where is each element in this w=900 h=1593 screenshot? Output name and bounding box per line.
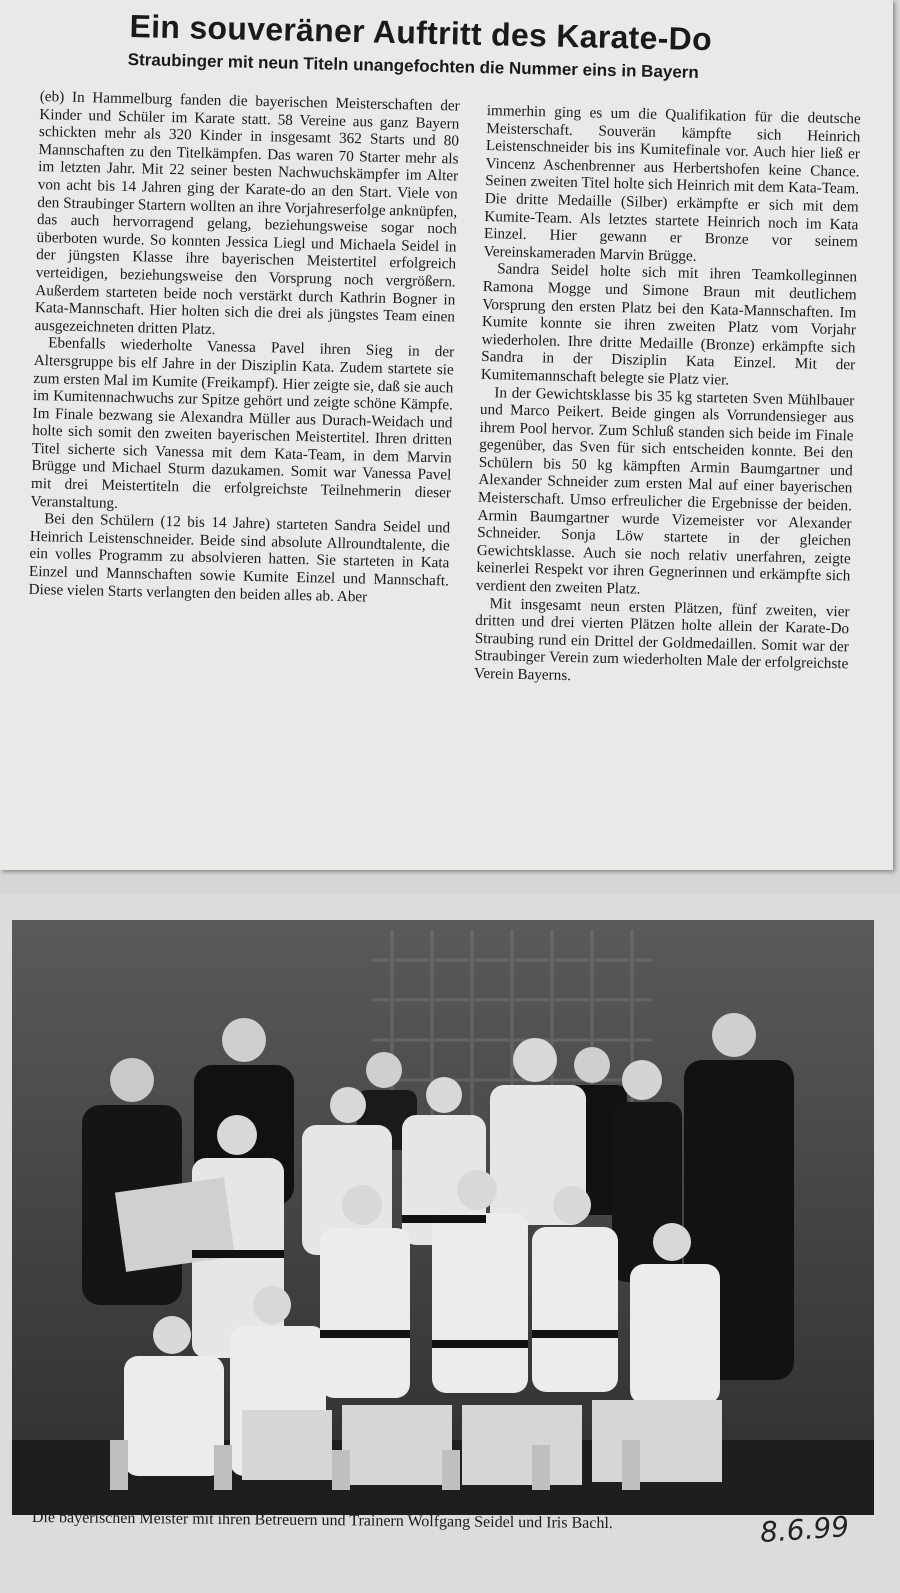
- photo-clipping: [0, 895, 900, 1593]
- paragraph: Bei den Schülern (12 bis 14 Jahre) starteten Sandra Seidel und Heinrich Leistenschneider. Beide sind absolute Allroundtalente, die ein volles Programm zu absolvieren hatten. Sie starteten in Kata Einzel und Mannschaften sowie Kumite Einzel und Mannschaft. Diese vielen Starts verlangten den beiden alles ab. Aber: [28, 510, 451, 606]
- paragraph: Mit insgesamt neun ersten Plätzen, fünf zweiten, vier dritten und drei vierten Plätzen holte allein der Karate-Do Straubing rund ein Drittel der Goldmedaillen. Somit war der Straubinger Verein zum wiederholten Male der erfolgreichste Verein Bayerns.: [473, 594, 850, 685]
- article-column-1: [28, 88, 459, 608]
- paragraph: immerhin ging es um die Qualifikation für die deutsche Meisterschaft. Souverän kämpfte sich Heinrich Leistenschneider bis ins Kumitefinale vor. Auch hier ließ er Vincenz Aschenbrenner aus Herbertshofen keine Chance. Seinen zweiten Titel holte sich Heinrich mit dem Kata-Team. Die dritte Medaille (Silber) erkämpfte er sich mit dem Kumite-Team. Als letztes startete Heinrich noch im Kata Einzel. Hier gewann er Bronze vor seinem Vereinskameraden Marvin Brügge.: [483, 102, 861, 265]
- article-headline: Ein souveräner Auftritt des Karate-Do: [129, 8, 713, 58]
- group-photo-illustration: [12, 920, 874, 1515]
- paragraph: Ebenfalls wiederholte Vanessa Pavel ihren Sieg in der Altersgruppe bis elf Jahre in der Disziplin Kata. Zudem startete sie zum ersten Mal im Kumite (Freikampf). Hier zeigte sie, daß sie auch im Kumitennachwuchs zur Spitze gehört und zeigte schöne Kämpfe. Im Finale bezwang sie Alexandra Müller aus Durach-Weidach und holte sich somit den zweiten bayerischen Meistertitel. Ihren dritten Titel sicherte sich Vanessa mit dem Kata-Team, in dem Marvin Brügge und Michael Sturm dazukamen. Somit war Vanessa Pavel mit drei Meistertiteln die erfolgreichste Teilnehmerin dieser Veranstaltung.: [30, 334, 455, 512]
- article-subheadline: Straubinger mit neun Titeln unangefochten die Nummer eins in Bayern: [127, 50, 700, 82]
- photo-caption: Die bayerischen Meister mit ihren Betreuern und Trainern Wolfgang Seidel und Iris Bachl.: [31, 1509, 613, 1533]
- handwritten-date: 8.6.99: [758, 1509, 851, 1550]
- paragraph: (eb) In Hammelburg fanden die bayerischen Meisterschaften der Kinder und Schüler im Karate statt. 58 Vereine aus ganz Bayern schickten mehr als 320 Kinder in insgesamt 362 Starts und 80 Mannschaften zu den Titelkämpfen. Das waren 70 Starter mehr als im letzten Jahr. Mit 22 seiner besten Nachwuchskämpfer im Alter von acht bis 14 Jahren ging der Karate-do an den Start. Viele von den Straubinger Startern wollten an ihre Vorjahreserfolge anknüpfen, das auch hervorragend gelang, beziehungsweise sogar noch überboten wurde. So konnten Jessica Liegl und Michaela Seidel in der jüngsten Klasse ihre bayerischen Meistertitel erfolgreich verteidigen, beziehungsweise den Vorsprung noch vergrößern. Außerdem starteten beide noch verstärkt durch Kathrin Bogner in Kata-Mannschaft. Hier holten sich die drei als jüngstes Team einen ausgezeichneten dritten Platz.: [34, 88, 460, 338]
- paragraph: Sandra Seidel holte sich mit ihren Teamkolleginnen Ramona Mogge und Simone Braun mit deutlichem Vorsprung den ersten Platz bei den Kata-Mannschaften. Im Kumite konnte sie ihren zweiten Platz vom Vorjahr wiederholen. Ihre dritte Medaille (Bronze) erkämpfte sich Sandra in der Disziplin Kata Einzel. Mit der Kumitemannschaft belegte sie Platz vier.: [480, 260, 858, 389]
- group-photo: [12, 920, 874, 1515]
- paragraph: In der Gewichtsklasse bis 35 kg starteten Sven Mühlbauer und Marco Peikert. Beide gingen als Vorrundensieger aus ihrem Pool hervor. Zum Schluß standen sich beide im Finale gegenüber, das Sven für sich entscheiden konnte. Bei den Schülern bis 50 kg kämpften Armin Baumgartner und Alexander Schneider zum ersten Mal auf einer bayerischen Meisterschaft. Umso erfreulicher die Ergebnisse der beiden. Armin Baumgartner wurde Vizemeister vor Alexander Schneider. Sonja Löw startete in der gleichen Gewichtsklasse. Auch sie noch relativ unerfahren, zeigte keinerlei Respekt vor ihren Gegnerinnen und erkämpfte sich verdient den zweiten Platz.: [475, 383, 855, 598]
- article-column-2: [474, 102, 861, 691]
